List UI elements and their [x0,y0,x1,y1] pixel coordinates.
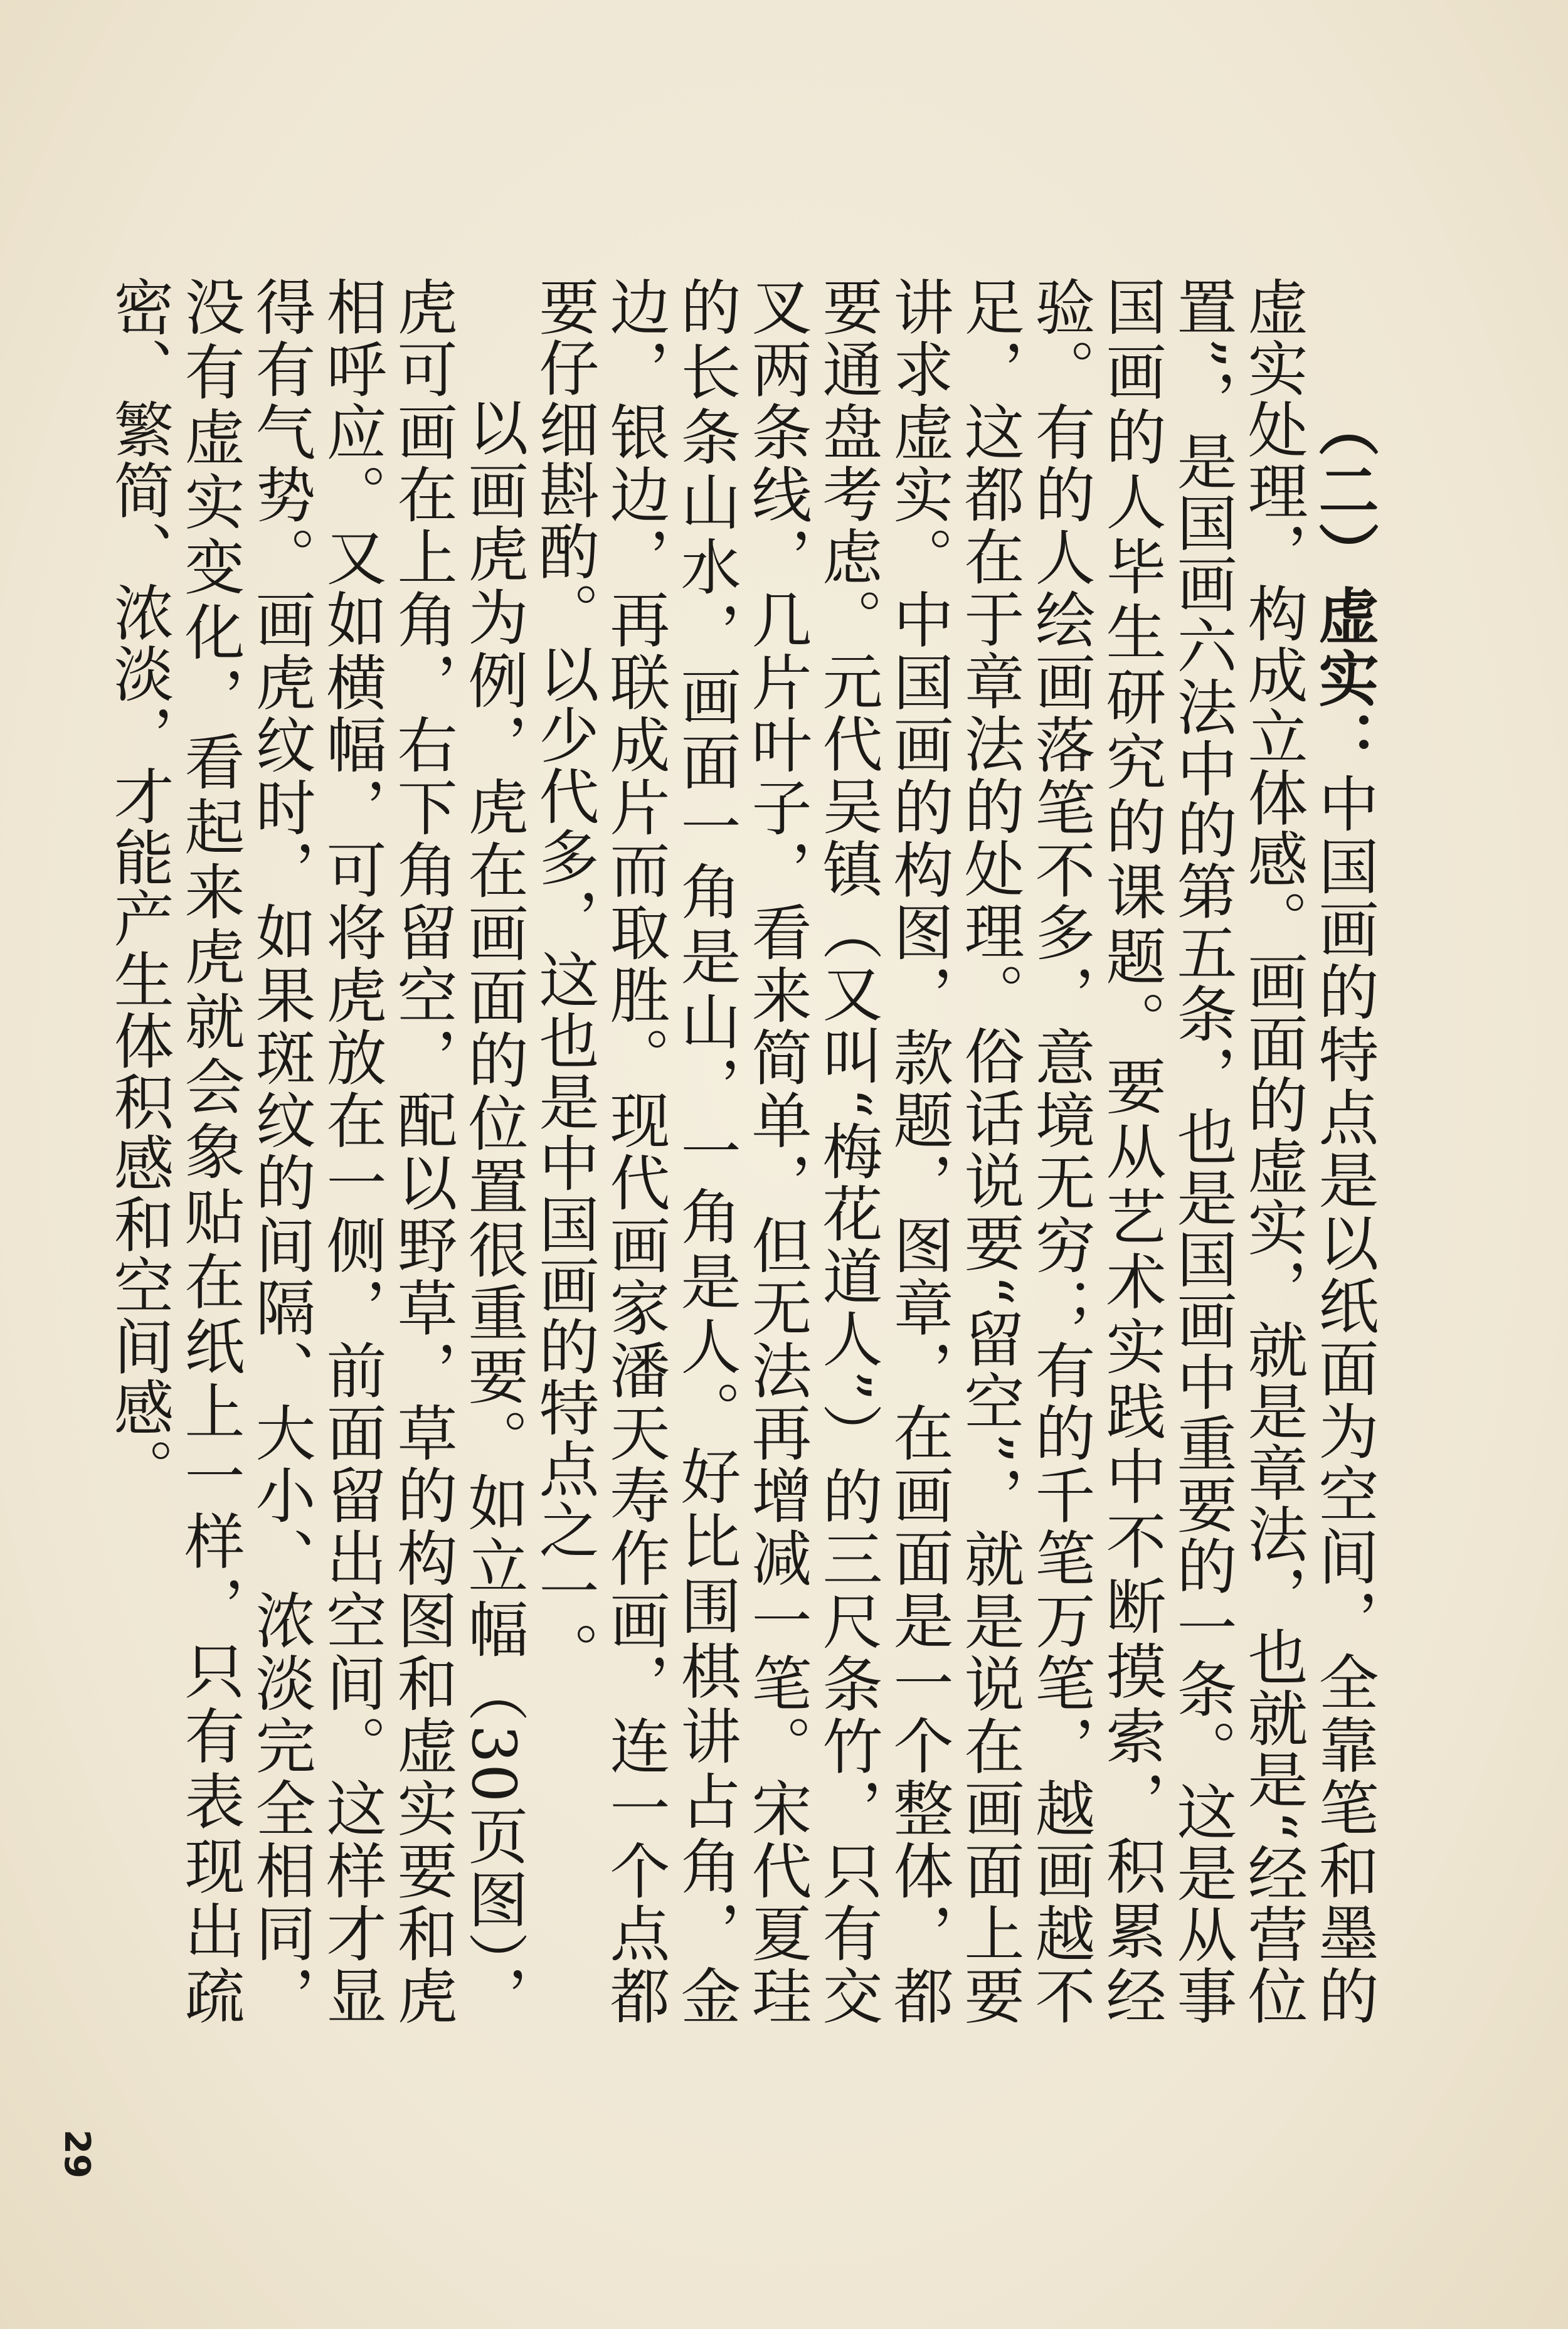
section-heading: （二）虚实： [1309,396,1380,773]
paragraph-1-text: 中国画的特点是以纸面为空间，全靠笔和墨的虚实处理，构成立体感。画面的虚实，就是章法，也就是“经营位置”，是国画六法中的第五条，也是国画中重要的一条。这是从事国画的人毕生研究的课题。要从艺术实践中不断摸索，积累经验。有的人绘画落笔不多，意境无穷；有的千笔万笔，越画越不足，这都在于章法的处理。俗话说要“留空”，就是说在画面上要讲求虚实。中国画的构图，款题，图章，在画面是一个整体，都要通盘考虑。元代吴镇（又叫“梅花道人”）的三尺条竹，只有交叉两条线，几片叶子，看来简单，但无法再增减一笔。宋代夏珪的长条山水，画面一角是山，一角是人。好比围棋讲占角，金边，银边，再联成片而取胜。现代画家潘天寿作画，连一个点都要仔细斟酌。以少代多，这也是中国画的特点之一。 [529,276,1379,2027]
paragraph-2 [103,276,529,2026]
body-text [104,276,1380,2027]
paragraph-1 [529,276,1380,2026]
paragraph-2-text: 以画虎为例，虎在画面的位置很重要。如立幅（30页图），虎可画在上角，右下角留空，配以野草，草的构图和虚实要和虎相呼应。又如横幅，可将虎放在一侧，前面留出空间。这样才显得有气势。画虎纹时，如果斑纹的间隔、大小、浓淡完全相同，没有虚实变化，看起来虎就会象贴在纸上一样，只有表现出疏密、繁简、浓淡，才能产生体积感和空间感。 [104,276,529,2026]
page-number: 29 [56,2130,97,2178]
